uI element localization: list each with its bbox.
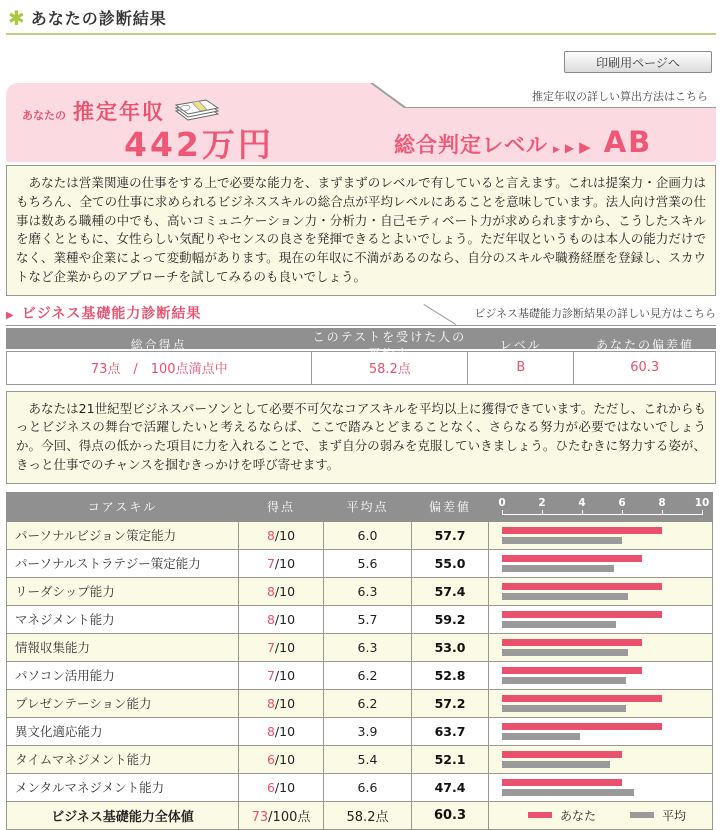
summary-table-values bbox=[6, 351, 716, 385]
skill-average: 6.3 bbox=[324, 577, 412, 605]
skill-score: 8/10 bbox=[239, 577, 324, 605]
bar-average bbox=[502, 593, 628, 600]
tab-diagonal bbox=[423, 304, 456, 325]
chart-axis bbox=[498, 496, 710, 517]
bar-you bbox=[502, 527, 662, 534]
business-detail-link[interactable]: ビジネス基礎能力診断結果の詳しい見方はこちら bbox=[474, 306, 716, 320]
skill-bars-cell bbox=[489, 773, 713, 801]
skills-header-score: 得点 bbox=[239, 492, 324, 521]
skill-name: パーソナルビジョン策定能力 bbox=[7, 521, 239, 549]
skill-deviation: 57.7 bbox=[412, 521, 489, 549]
skill-row bbox=[7, 549, 713, 577]
axis-tick-label: 10 bbox=[694, 496, 710, 509]
skill-score: 7/10 bbox=[239, 633, 324, 661]
skill-row bbox=[7, 745, 713, 773]
skill-bars-cell bbox=[489, 633, 713, 661]
skill-bars-cell bbox=[489, 605, 713, 633]
summary-level: B bbox=[467, 352, 573, 384]
axis-tick-label: 6 bbox=[618, 496, 626, 509]
total-score: 73/100点 bbox=[239, 801, 324, 829]
skill-deviation: 53.0 bbox=[412, 633, 489, 661]
print-row bbox=[6, 51, 716, 73]
skill-score: 6/10 bbox=[239, 773, 324, 801]
bar-you bbox=[502, 779, 622, 786]
axis-tick-label: 8 bbox=[658, 496, 666, 509]
legend-avg-label: 平均 bbox=[662, 808, 687, 823]
estimated-income-value: 442万円 bbox=[124, 125, 274, 164]
skill-name: メンタルマネジメント能力 bbox=[7, 773, 239, 801]
summary-header-score: 総合得点 bbox=[130, 338, 187, 352]
bar-you bbox=[502, 611, 662, 618]
skill-name: パーソナルストラテジー策定能力 bbox=[7, 549, 239, 577]
bar-average bbox=[502, 621, 616, 628]
skill-deviation: 63.7 bbox=[412, 717, 489, 745]
bar-average bbox=[502, 649, 628, 656]
skill-average: 6.0 bbox=[324, 521, 412, 549]
overall-level-value: AB bbox=[603, 125, 653, 159]
page-header bbox=[6, 6, 716, 29]
summary-header-level: レベル bbox=[499, 338, 542, 352]
skill-deviation: 52.8 bbox=[412, 661, 489, 689]
axis-tick bbox=[582, 510, 583, 515]
summary-deviation: 60.3 bbox=[573, 352, 715, 384]
axis-tick-label: 2 bbox=[538, 496, 546, 509]
income-description: あなたは営業関連の仕事をする上で必要な能力を、まずまずのレベルで有していると言えます。これは提案力・企画力はもちろん、全ての仕事に求められるビジネススキルの総合点が平均レベルにあることを意味しています。法人向け営業の仕事は数ある職種の中でも、高いコミュニケーション力・分析力・自己モティベート力が求められますから、こうしたスキルを磨くとともに、女性らしい気配りやセンスの良さを発揮できるとよいでしょう。ただ年収というものは本人の能力だけでなく、業種や企業によって変動幅があります。現在の年収に不満があるのなら、自分のスキルや職務経歴を登録し、スカウトなど企業からのアプローチを試してみるのも良いでしょう。 bbox=[6, 165, 716, 296]
skills-table bbox=[6, 492, 713, 830]
legend-you-label: あなた bbox=[559, 808, 596, 823]
skill-average: 6.2 bbox=[324, 661, 412, 689]
business-description: あなたは21世紀型ビジネスパーソンとして必要不可欠なコアスキルを平均以上に獲得できています。ただし、これからもっとビジネスの舞台で活躍したいと考えるならば、ここで踏みとどまることなく、さらなる努力が必要ではないでしょうか。今回、得点の低かった項目に力を入れることで、まず自分の弱みを克服していきましょう。ひたむきに努力する姿が、きっと仕事でのチャンスを掴むきっかけを呼び寄せます。 bbox=[6, 391, 716, 484]
axis-tick-label: 4 bbox=[578, 496, 586, 509]
skill-deviation: 57.4 bbox=[412, 577, 489, 605]
skill-score: 7/10 bbox=[239, 549, 324, 577]
axis-tick bbox=[502, 510, 503, 515]
skill-row bbox=[7, 633, 713, 661]
skill-row bbox=[7, 605, 713, 633]
skill-row bbox=[7, 689, 713, 717]
skills-header-axis bbox=[489, 492, 713, 521]
overall-level-label: 総合判定レベル bbox=[394, 133, 548, 157]
skill-deviation: 55.0 bbox=[412, 549, 489, 577]
arrow-icon: ▶ bbox=[579, 138, 591, 156]
skill-score: 6/10 bbox=[239, 745, 324, 773]
bar-average bbox=[502, 537, 622, 544]
bar-you bbox=[502, 555, 642, 562]
chart-legend-cell bbox=[489, 801, 713, 829]
bar-you bbox=[502, 583, 662, 590]
skills-total-row bbox=[7, 801, 713, 829]
skill-name: パソコン活用能力 bbox=[7, 661, 239, 689]
bar-you bbox=[502, 667, 642, 674]
chart-legend bbox=[502, 807, 712, 824]
skill-deviation: 57.2 bbox=[412, 689, 489, 717]
skill-deviation: 59.2 bbox=[412, 605, 489, 633]
skill-bars-cell bbox=[489, 577, 713, 605]
skill-row bbox=[7, 773, 713, 801]
skill-name: リーダシップ能力 bbox=[7, 577, 239, 605]
bar-average bbox=[502, 761, 610, 768]
skill-bars-cell bbox=[489, 745, 713, 773]
summary-header-average: このテストを受けた人の平均点 bbox=[312, 329, 467, 361]
skill-name: マネジメント能力 bbox=[7, 605, 239, 633]
skills-header-average: 平均点 bbox=[324, 492, 412, 521]
axis-tick bbox=[542, 510, 543, 515]
axis-tick bbox=[622, 510, 623, 515]
skill-name: タイムマネジメント能力 bbox=[7, 745, 239, 773]
skill-row bbox=[7, 521, 713, 549]
skill-name: 情報収集能力 bbox=[7, 633, 239, 661]
axis-tick bbox=[662, 510, 663, 515]
bar-you bbox=[502, 723, 662, 730]
skill-name: プレゼンテーション能力 bbox=[7, 689, 239, 717]
skill-score: 8/10 bbox=[239, 605, 324, 633]
title-divider bbox=[6, 33, 716, 35]
business-section-title: ビジネス基礎能力診断結果 bbox=[21, 305, 202, 322]
legend-avg-swatch bbox=[630, 812, 654, 818]
skills-header-name: コアスキル bbox=[7, 492, 239, 521]
total-deviation: 60.3 bbox=[412, 801, 489, 829]
skill-average: 6.2 bbox=[324, 689, 412, 717]
total-average: 58.2点 bbox=[324, 801, 412, 829]
skill-score: 8/10 bbox=[239, 521, 324, 549]
bar-average bbox=[502, 733, 580, 740]
income-calc-link[interactable]: 推定年収の詳しい算出方法はこちら bbox=[532, 90, 708, 103]
skill-average: 5.7 bbox=[324, 605, 412, 633]
skills-header-row bbox=[7, 492, 713, 521]
skill-row bbox=[7, 661, 713, 689]
skill-average: 5.4 bbox=[324, 745, 412, 773]
print-page-button[interactable]: 印刷用ページへ bbox=[564, 51, 712, 73]
summary-table-header bbox=[6, 328, 716, 361]
page-title: あなたの診断結果 bbox=[30, 9, 167, 28]
bar-you bbox=[502, 751, 622, 758]
skill-name: 異文化適応能力 bbox=[7, 717, 239, 745]
skill-score: 7/10 bbox=[239, 661, 324, 689]
skill-average: 6.3 bbox=[324, 633, 412, 661]
bar-you bbox=[502, 695, 662, 702]
income-prefix: あなたの bbox=[22, 109, 66, 122]
skill-bars-cell bbox=[489, 661, 713, 689]
income-title: 推定年収 bbox=[73, 100, 165, 124]
skill-bars-cell bbox=[489, 521, 713, 549]
skill-row bbox=[7, 577, 713, 605]
skill-bars-cell bbox=[489, 689, 713, 717]
bar-average bbox=[502, 705, 626, 712]
axis-tick-label: 0 bbox=[498, 496, 506, 509]
legend-you-swatch bbox=[528, 812, 552, 818]
skill-average: 5.6 bbox=[324, 549, 412, 577]
arrow-icon: ▶ bbox=[564, 141, 575, 155]
income-banner bbox=[6, 83, 716, 162]
skill-score: 8/10 bbox=[239, 689, 324, 717]
axis-tick bbox=[702, 510, 703, 515]
skill-row bbox=[7, 717, 713, 745]
skill-deviation: 47.4 bbox=[412, 773, 489, 801]
bar-you bbox=[502, 639, 642, 646]
business-section-header bbox=[6, 303, 716, 326]
skill-average: 3.9 bbox=[324, 717, 412, 745]
skill-average: 6.6 bbox=[324, 773, 412, 801]
summary-header-deviation: あなたの偏差値 bbox=[595, 338, 694, 352]
bar-average bbox=[502, 565, 614, 572]
total-name: ビジネス基礎能力全体値 bbox=[7, 801, 239, 829]
bar-average bbox=[502, 789, 634, 796]
bar-average bbox=[502, 677, 626, 684]
triangle-icon: ▶ bbox=[6, 309, 14, 321]
summary-score: 73点 / 100点満点中 bbox=[90, 362, 228, 377]
skill-score: 8/10 bbox=[239, 717, 324, 745]
skills-header-deviation: 偏差値 bbox=[412, 492, 489, 521]
summary-average: 58.2点 bbox=[311, 352, 467, 384]
overall-level bbox=[394, 125, 652, 159]
star-icon: ✱ bbox=[8, 5, 25, 30]
skill-deviation: 52.1 bbox=[412, 745, 489, 773]
skill-bars-cell bbox=[489, 549, 713, 577]
arrow-icon: ▶ bbox=[553, 145, 560, 155]
skill-bars-cell bbox=[489, 717, 713, 745]
